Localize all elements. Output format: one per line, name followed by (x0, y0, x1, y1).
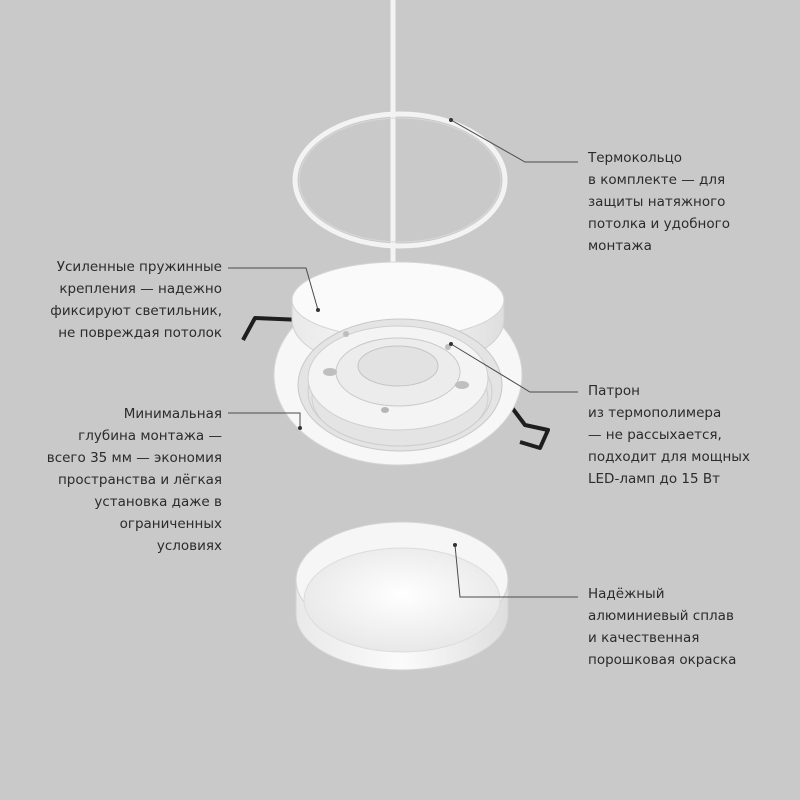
callout-line: порошковая окраска (588, 652, 737, 668)
mounting-frame (274, 262, 522, 465)
callout-line: крепления — надежно (59, 281, 222, 297)
callout-line: глубина монтажа — (78, 428, 222, 444)
callout-line: Патрон (588, 383, 640, 399)
leader-thermal (451, 120, 578, 162)
callout-line: пространства и лёгкая (57, 472, 222, 488)
callout-line: и качественная (588, 630, 700, 646)
callout-line: подходит для мощных (588, 449, 750, 465)
callout-line: в комплекте — для (588, 172, 726, 188)
callout-line: алюминиевый сплав (588, 608, 734, 624)
callout-spring-clips (50, 256, 222, 344)
callout-line: Термокольцо (588, 150, 683, 166)
callout-line: LED-ламп до 15 Вт (588, 471, 721, 487)
callout-thermal-ring (588, 147, 730, 257)
callout-line: всего 35 мм — экономия (46, 450, 222, 466)
callout-line: фиксируют светильник, (50, 303, 222, 319)
callout-line: Минимальная (123, 406, 222, 422)
callout-line: — не рассыхается, (588, 427, 722, 443)
callout-aluminium (588, 583, 736, 671)
callout-line: ограниченных (119, 516, 222, 532)
callout-line: из термополимера (588, 405, 722, 421)
thermal-ring (295, 114, 505, 246)
callout-line: установка даже в (94, 494, 222, 510)
callout-line: Надёжный (588, 586, 665, 602)
callout-line: не повреждая потолок (58, 325, 222, 341)
callout-line: защиты натяжного (588, 194, 726, 210)
callout-line: условиях (156, 538, 222, 554)
callout-line: монтажа (588, 238, 652, 254)
callout-line: потолка и удобного (588, 216, 730, 232)
callout-mounting-depth (47, 403, 222, 557)
spring-clip-right (510, 405, 548, 448)
callout-socket (588, 380, 750, 490)
diffuser-lens (296, 522, 508, 670)
callout-line: Усиленные пружинные (56, 259, 222, 275)
